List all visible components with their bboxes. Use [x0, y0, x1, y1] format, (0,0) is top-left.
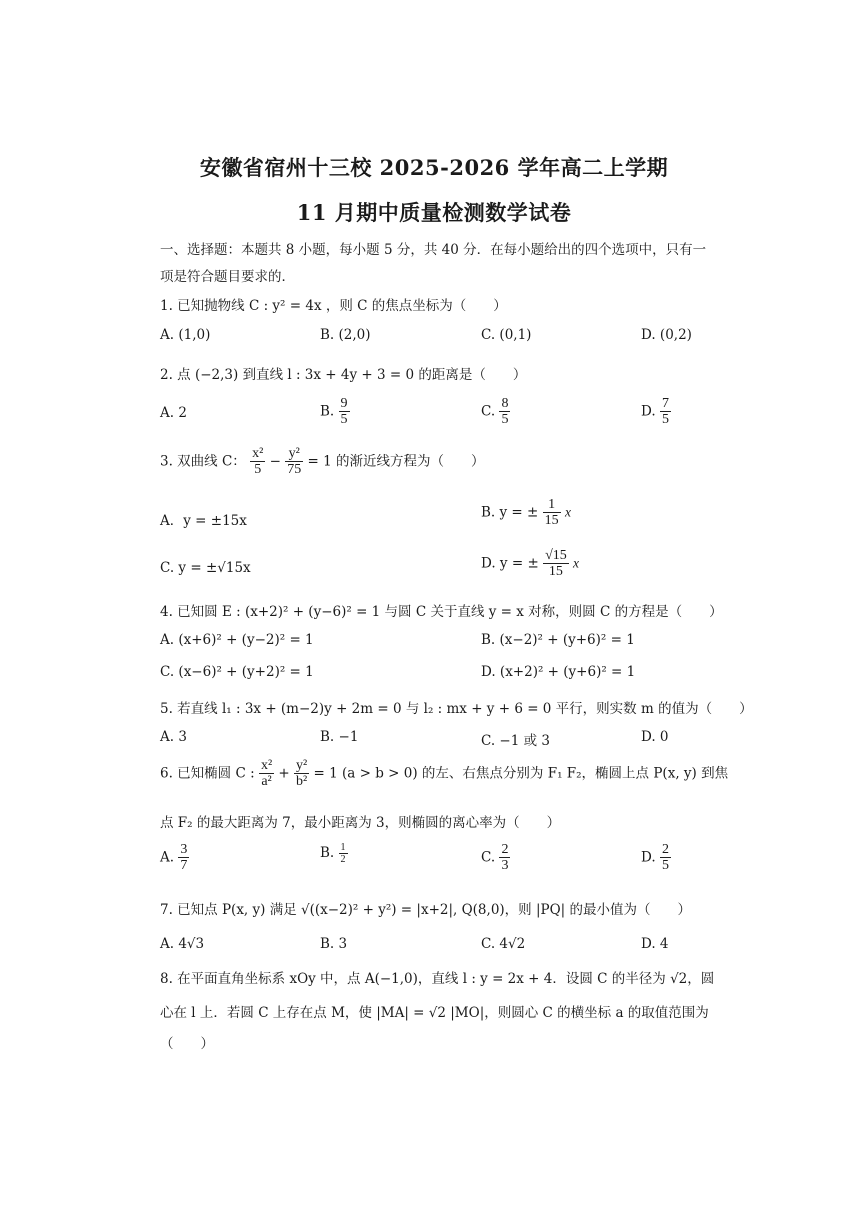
q7-option-c: C. 4√2	[481, 936, 526, 952]
q6-option-b: B. $\frac{1}{2}$	[320, 842, 346, 865]
question-7-stem: 7. 已知点 P(x, y) 满足 √((x−2)² + y²) = |x+2|, Q(8,0)，则 |PQ| 的最小值为（ ）	[160, 902, 692, 918]
q6-option-a: A. $\frac{3}{7}$	[160, 842, 188, 874]
question-3-stem: 3. 双曲线 C： $\frac{\text{x²}}{5}$ − $\frac{\text{y²}}{75}$ = 1 的渐近线方程为（ ）	[160, 446, 485, 478]
q2-option-b-label: B.	[320, 403, 335, 420]
question-6-stem-line2: 点 F₂ 的最大距离为 7，最小距离为 3，则椭圆的离心率为（ ）	[160, 815, 561, 831]
exam-title-line1: 安徽省宿州十三校 2025-2026 学年高二上学期	[199, 155, 669, 180]
q2-option-d-label: D.	[641, 403, 656, 420]
q2-option-d-fraction: $\frac{7}{5}$	[661, 396, 669, 428]
q6-ellipse-term1: $\frac{\text{x²}}{\text{a²}}$	[260, 758, 273, 790]
q7-option-a: A. 4√3	[160, 936, 205, 952]
q7-option-b: B. 3	[320, 936, 348, 952]
q2-option-a: A. 2	[160, 405, 187, 421]
question-8-stem-line2: 心在 l 上．若圆 C 上存在点 M，使 |MA| = √2 |MO|，则圆心 C 的横坐标 a 的取值范围为	[160, 1005, 709, 1021]
q3-option-d: D. y = ± $\frac{√15}{15}$ x	[481, 548, 580, 580]
question-8-stem-line3: （ ）	[160, 1036, 214, 1052]
q6-option-c: C. $\frac{2}{3}$	[481, 842, 509, 874]
exam-title-line2: 11 月期中质量检测数学试卷	[296, 200, 572, 225]
q3-option-a: A．y = ±15x	[160, 513, 247, 529]
q3-hyperbola-term1: $\frac{\text{x²}}{5}$	[252, 446, 264, 478]
q5-option-b: B. −1	[320, 729, 359, 745]
q3-option-c: C. y = ±√15x	[160, 560, 251, 576]
question-2-stem: 2. 点 (−2,3) 到直线 l : 3x + 4y + 3 = 0 的距离是（ ）	[160, 367, 527, 383]
q2-option-b-fraction: $\frac{9}{5}$	[340, 396, 348, 428]
q2-option-c-fraction: $\frac{8}{5}$	[501, 396, 509, 428]
q2-option-d	[641, 396, 671, 428]
question-8-stem-line1: 8. 在平面直角坐标系 xOy 中，点 A(−1,0)，直线 l : y = 2x + 4．设圆 C 的半径为 √2，圆	[160, 971, 715, 987]
question-1-stem: 1. 已知抛物线 C : y² = 4x ，则 C 的焦点坐标为（ ）	[160, 298, 507, 314]
q5-option-a: A. 3	[160, 729, 187, 745]
question-4-stem: 4. 已知圆 E : (x+2)² + (y−6)² = 1 与圆 C 关于直线 y = x 对称，则圆 C 的方程是（ ）	[160, 604, 723, 620]
question-6-stem-line1: 6. 已知椭圆 C : $\frac{\text{x²}}{\text{a²}}$ + $\frac{\text{y²}}{\text{b²}}$ = 1 (a > b > 0) 的左、右焦点分别为 F₁ F₂，椭圆上点 P(x, y) 到焦	[160, 758, 729, 790]
section-intro-line1: 一、选择题：本题共 8 小题，每小题 5 分，共 40 分．在每小题给出的四个选项中，只有一	[160, 242, 707, 258]
q1-option-a: A. (1,0)	[160, 327, 211, 343]
q1-option-d: D. (0,2)	[641, 327, 692, 343]
q3-option-b-fraction: $\frac{1}{15}$	[544, 497, 559, 529]
section-intro-line2: 项是符合题目要求的．	[160, 269, 295, 285]
q5-option-d: D. 0	[641, 729, 669, 745]
q6-ellipse-term2: $\frac{\text{y²}}{\text{b²}}$	[296, 758, 308, 790]
q1-option-b: B. (2,0)	[320, 327, 371, 343]
q3-option-d-fraction: $\frac{√15}{15}$	[545, 548, 567, 580]
q2-option-c	[481, 396, 510, 428]
q3-option-b: B. y = ± $\frac{1}{15}$ x	[481, 497, 571, 529]
q7-option-d: D. 4	[641, 936, 669, 952]
q1-option-c: C. (0,1)	[481, 327, 532, 343]
question-5-stem: 5. 若直线 l₁ : 3x + (m−2)y + 2m = 0 与 l₂ : mx + y + 6 = 0 平行，则实数 m 的值为（ ）	[160, 701, 753, 717]
q3-hyperbola-term2: $\frac{\text{y²}}{75}$	[287, 446, 302, 478]
q6-option-d: D. $\frac{2}{5}$	[641, 842, 669, 874]
q4-option-c: C. (x−6)² + (y+2)² = 1	[160, 664, 314, 680]
q4-option-b: B. (x−2)² + (y+6)² = 1	[481, 632, 635, 648]
q5-option-c: C. −1 或 3	[481, 733, 551, 749]
q4-option-a: A. (x+6)² + (y−2)² = 1	[160, 632, 314, 648]
q4-option-d: D. (x+2)² + (y+6)² = 1	[481, 664, 636, 680]
q2-option-b	[320, 396, 350, 428]
q2-option-c-label: C.	[481, 403, 496, 420]
